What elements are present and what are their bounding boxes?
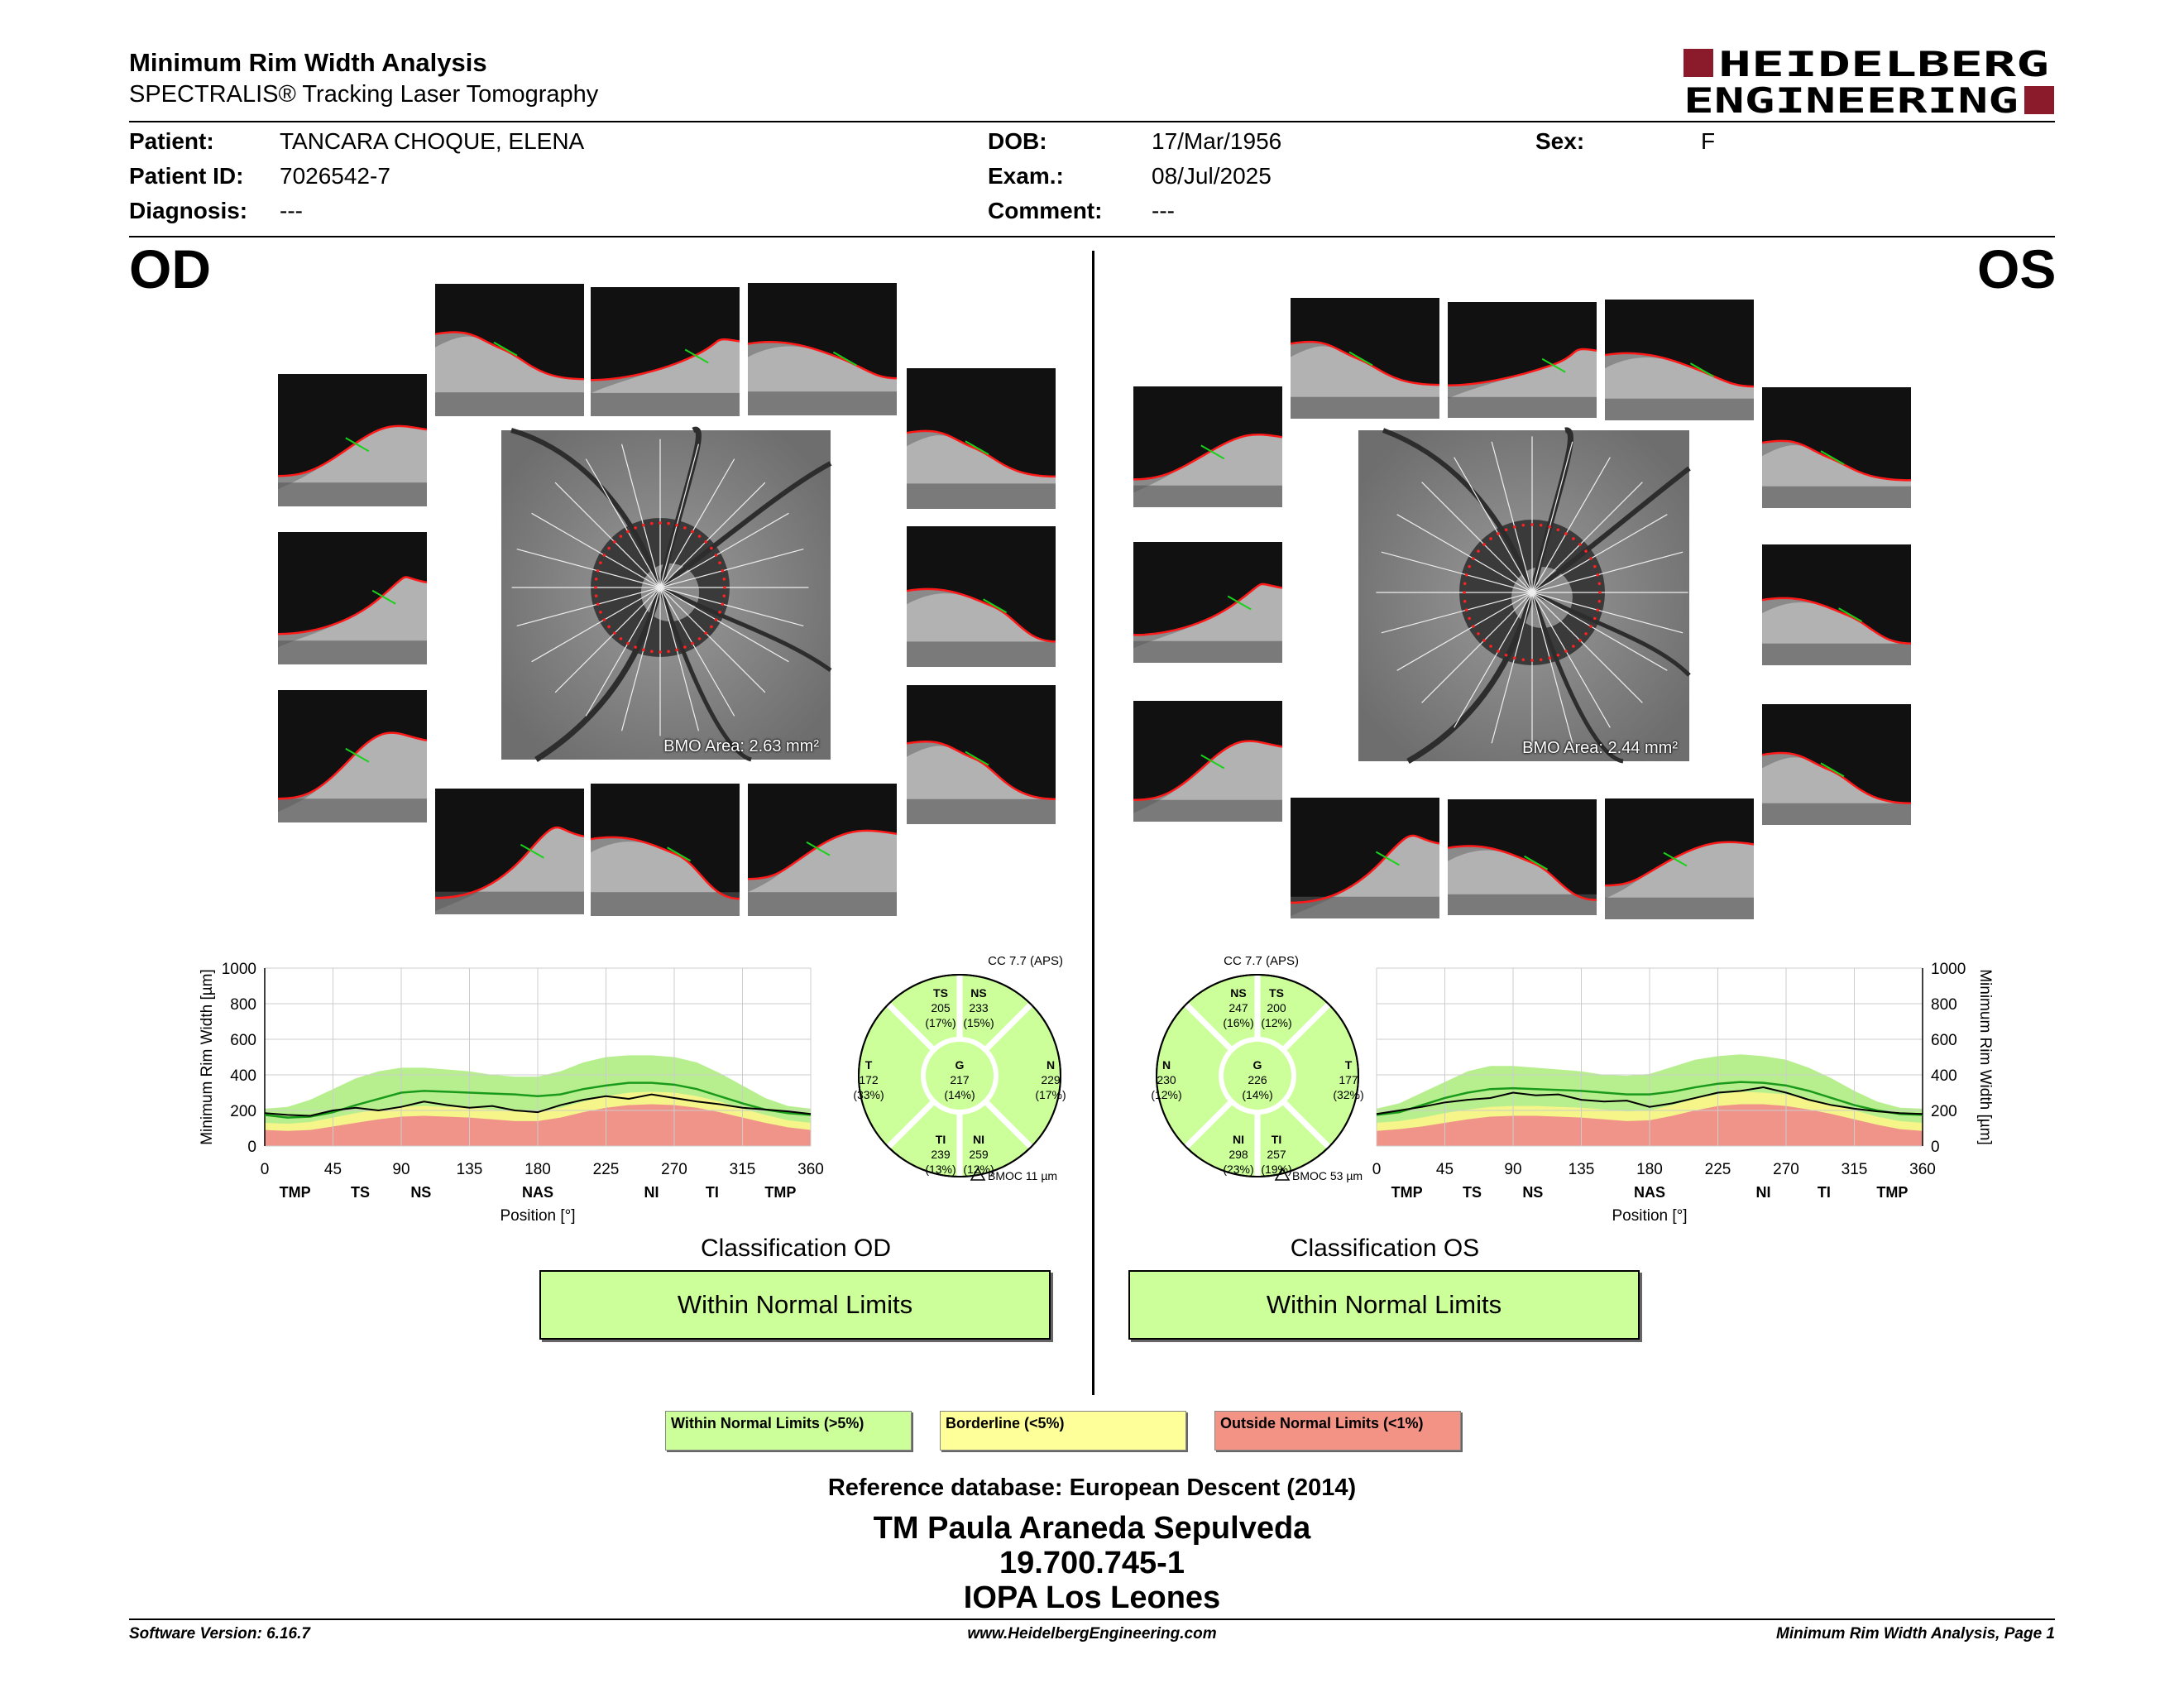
os-sector-n-pct: (12%)	[1151, 1088, 1182, 1101]
od-xtick-label: 315	[729, 1161, 756, 1178]
reference-database: Reference database: European Descent (2014)	[827, 1475, 1357, 1501]
os-sector-label: TI	[1817, 1184, 1831, 1201]
os-bmo-point	[1530, 659, 1534, 662]
os-bmo-point	[1572, 537, 1575, 540]
heidelberg-logo	[1684, 46, 2056, 122]
os-bmo-point	[1572, 645, 1575, 648]
od-sector-n-name: N	[1046, 1058, 1056, 1072]
os-sector-ni-pct: (23%)	[1223, 1163, 1254, 1176]
od-bscan-5	[278, 532, 427, 664]
od-bmo-point	[723, 586, 726, 589]
od-xtick-label: 0	[260, 1161, 270, 1178]
os-classification-label: Classification OS	[1290, 1235, 1480, 1262]
os-bmo-point	[1482, 639, 1486, 642]
os-bscan-8	[1762, 704, 1911, 825]
od-bmo-point	[642, 524, 645, 527]
diagnosis-value: ---	[280, 198, 303, 223]
od-bmo-point	[683, 526, 687, 530]
od-bmo-point	[723, 578, 726, 581]
patient-label: Patient:	[129, 128, 214, 154]
od-bmo-point	[721, 602, 725, 606]
os-bmo-point	[1578, 543, 1582, 546]
od-xtick-label: 45	[323, 1161, 342, 1178]
footer-rule	[129, 1618, 2055, 1620]
os-sector-ts-value: 200	[1267, 1001, 1286, 1014]
os-bscan-9	[1291, 798, 1439, 918]
os-bmo-point	[1477, 549, 1480, 553]
os-sector-ni-name: NI	[1233, 1133, 1244, 1146]
os-bmo-point	[1598, 591, 1602, 594]
os-sector-g-value: 226	[1248, 1073, 1267, 1086]
os-bmo-point	[1540, 658, 1543, 661]
od-bmo-point	[718, 561, 721, 564]
od-sector-label: NAS	[521, 1184, 554, 1201]
os-bmoc-label: BMOC 53 µm	[1292, 1169, 1363, 1182]
od-bmo-point	[659, 521, 662, 525]
patient-rule	[129, 236, 2055, 237]
od-sector-ns-pct: (15%)	[963, 1016, 994, 1029]
os-classification-result: Within Normal Limits	[1128, 1270, 1640, 1340]
od-bscan-4	[907, 368, 1056, 509]
od-ytick-label: 800	[230, 996, 256, 1014]
od-sector-g-name: G	[955, 1058, 965, 1072]
od-bscan-3	[278, 374, 427, 506]
os-xtick-label: 270	[1773, 1161, 1799, 1178]
od-bmo-point	[704, 631, 707, 635]
os-bmo-area: BMO Area: 2.44 mm²	[1522, 739, 1678, 757]
os-bmo-point	[1596, 573, 1599, 577]
os-bmo-point	[1505, 654, 1508, 657]
od-sector-ni-pct: (12%)	[963, 1163, 994, 1176]
od-sector-ts-value: 205	[931, 1001, 951, 1014]
od-bmo-point	[607, 547, 611, 550]
od-label: OD	[129, 238, 211, 300]
os-sector-ns-pct: (16%)	[1223, 1016, 1254, 1029]
os-bmo-point	[1513, 525, 1516, 529]
os-bmo-point	[1557, 654, 1560, 657]
od-bscan-9	[435, 789, 584, 914]
od-ylabel: Minimum Rim Width [µm]	[199, 969, 216, 1145]
os-bmo-point	[1564, 532, 1568, 535]
od-classification-result: Within Normal Limits	[539, 1270, 1051, 1340]
patient-id-label: Patient ID:	[129, 163, 244, 189]
os-sector-ti-name: TI	[1271, 1133, 1282, 1146]
od-sector-ti-pct: (13%)	[925, 1163, 956, 1176]
od-sector-t-pct: (33%)	[853, 1088, 884, 1101]
os-bmo-point	[1482, 543, 1486, 546]
od-sector-g-pct: (14%)	[944, 1088, 975, 1101]
od-bscan-0	[435, 284, 584, 416]
os-fundus-image	[1358, 430, 1689, 761]
os-bmo-point	[1465, 608, 1468, 611]
logo-line2: ENGINEERING	[1684, 80, 2019, 121]
os-ytick-label: 600	[1931, 1032, 1957, 1049]
os-bmo-point	[1596, 608, 1599, 611]
od-xtick-label: 90	[392, 1161, 410, 1178]
comment-value: ---	[1152, 198, 1175, 223]
os-bmo-point	[1597, 582, 1601, 585]
patient-id: 7026542-7	[280, 163, 390, 189]
os-sector-ts-pct: (12%)	[1261, 1016, 1292, 1029]
od-bmo-point	[718, 611, 721, 614]
os-sector-ti-pct: (19%)	[1261, 1163, 1292, 1176]
os-ytick-label: 400	[1931, 1067, 1957, 1085]
os-bscan-2	[1605, 300, 1754, 420]
os-sector-ns-name: NS	[1230, 986, 1247, 1000]
operator-id: 19.700.745-1	[999, 1546, 1185, 1580]
os-bscan-1	[1448, 302, 1597, 418]
os-sector-ti-value: 257	[1267, 1148, 1286, 1161]
od-bmo-point	[596, 602, 600, 606]
software-version: Software Version: 6.16.7	[129, 1625, 310, 1642]
os-sector-wheel	[1133, 952, 1382, 1183]
od-bmo-point	[603, 618, 606, 621]
od-xtick-label: 180	[524, 1161, 551, 1178]
os-bmo-point	[1530, 523, 1534, 526]
os-sector-t-pct: (32%)	[1333, 1088, 1364, 1101]
od-bmo-point	[691, 530, 694, 534]
od-cc-label: CC 7.7 (APS)	[988, 954, 1063, 968]
eye-divider	[1092, 251, 1094, 1395]
os-bscan-0	[1291, 298, 1439, 419]
od-bscan-8	[907, 685, 1056, 824]
os-cc-label: CC 7.7 (APS)	[1224, 954, 1299, 968]
os-ytick-label: 200	[1931, 1103, 1957, 1120]
od-fundus-image	[501, 430, 831, 760]
od-bmo-point	[603, 554, 606, 557]
od-bmo-point	[596, 569, 600, 573]
od-sector-ns-name: NS	[970, 986, 987, 1000]
od-bmo-point	[704, 540, 707, 544]
os-bmo-point	[1513, 656, 1516, 659]
os-xlabel: Position [°]	[1612, 1207, 1688, 1225]
os-ytick-label: 800	[1931, 996, 1957, 1014]
exam-date: 08/Jul/2025	[1152, 163, 1272, 189]
os-bscan-5	[1133, 542, 1282, 663]
os-bmo-point	[1463, 582, 1467, 585]
comment-label: Comment:	[988, 198, 1103, 223]
od-sector-ni-name: NI	[973, 1133, 984, 1146]
institution: IOPA Los Leones	[963, 1580, 1221, 1615]
od-bmo-point	[642, 649, 645, 652]
os-sector-label: NS	[1522, 1184, 1544, 1201]
os-bmo-point	[1584, 549, 1588, 553]
od-bscan-10	[591, 784, 740, 916]
os-sector-t-value: 177	[1339, 1073, 1358, 1086]
od-bmo-point	[613, 631, 616, 635]
od-sector-ts-pct: (17%)	[925, 1016, 956, 1029]
os-sector-g-name: G	[1252, 1058, 1262, 1072]
os-sector-label: TS	[1462, 1184, 1482, 1201]
od-bmo-point	[715, 554, 718, 557]
od-ytick-label: 200	[230, 1103, 256, 1120]
os-bmo-point	[1557, 528, 1560, 531]
od-bmo-point	[715, 618, 718, 621]
os-bscan-7	[1133, 701, 1282, 822]
od-bmo-point	[599, 561, 602, 564]
od-sector-ni-value: 259	[969, 1148, 989, 1161]
os-bscan-4	[1762, 387, 1911, 508]
od-classification-label: Classification OD	[700, 1235, 892, 1262]
od-bmo-point	[698, 637, 702, 640]
od-bmo-point	[710, 547, 713, 550]
diagnosis-label: Diagnosis:	[129, 198, 248, 223]
os-bmo-point	[1593, 565, 1597, 568]
od-xtick-label: 135	[456, 1161, 483, 1178]
os-sector-g-pct: (14%)	[1242, 1088, 1273, 1101]
os-sector-ts-name: TS	[1269, 986, 1284, 1000]
od-ytick-label: 0	[247, 1139, 256, 1156]
os-ytick-label: 1000	[1931, 961, 1966, 978]
od-bmo-point	[675, 649, 678, 652]
od-xtick-label: 225	[592, 1161, 620, 1178]
od-bmo-point	[626, 530, 630, 534]
os-xtick-label: 360	[1909, 1161, 1936, 1178]
od-bmo-point	[599, 611, 602, 614]
od-sector-g-value: 217	[950, 1073, 970, 1086]
od-bmo-point	[667, 522, 670, 525]
os-bmo-point	[1589, 625, 1592, 628]
os-sector-n-name: N	[1161, 1058, 1171, 1072]
os-sector-ns-value: 247	[1228, 1001, 1248, 1014]
os-bmo-point	[1489, 645, 1492, 648]
od-bmo-point	[620, 535, 623, 538]
od-sector-label: TMP	[279, 1184, 311, 1201]
os-xtick-label: 0	[1372, 1161, 1382, 1178]
os-mrw-chart	[1357, 960, 1994, 1233]
od-sector-label: NI	[644, 1184, 659, 1201]
od-bmo-area: BMO Area: 2.63 mm²	[663, 737, 819, 755]
os-bmo-point	[1548, 525, 1551, 529]
od-xtick-label: 360	[797, 1161, 824, 1178]
od-bmo-point	[683, 645, 687, 649]
os-bmo-point	[1489, 537, 1492, 540]
sex-label: Sex:	[1535, 128, 1585, 154]
os-xtick-label: 180	[1636, 1161, 1663, 1178]
od-bmo-point	[721, 569, 725, 573]
od-bmo-point	[710, 626, 713, 629]
exam-label: Exam.:	[988, 163, 1064, 189]
od-sector-label: TS	[350, 1184, 371, 1201]
os-bmo-point	[1584, 632, 1588, 635]
dob-label: DOB:	[988, 128, 1047, 154]
od-bmo-point	[691, 642, 694, 645]
os-bscan-10	[1448, 799, 1597, 915]
os-bscan-3	[1133, 386, 1282, 507]
report-title: Minimum Rim Width Analysis	[129, 48, 487, 77]
od-bmo-point	[594, 586, 597, 589]
od-sector-label: TI	[705, 1184, 719, 1201]
os-xtick-label: 225	[1704, 1161, 1731, 1178]
os-bscan-11	[1605, 798, 1754, 919]
legend-outside: Outside Normal Limits (<1%)	[1214, 1411, 1461, 1451]
od-ytick-label: 1000	[221, 961, 256, 978]
os-bmo-point	[1521, 658, 1525, 661]
od-bmo-point	[675, 524, 678, 527]
od-bmoc-label: BMOC 11 µm	[988, 1169, 1058, 1182]
od-bmo-point	[607, 626, 611, 629]
os-bmo-point	[1468, 617, 1471, 621]
logo-line1: HEIDELBERG	[1718, 44, 2049, 84]
od-bscan-6	[907, 526, 1056, 667]
os-bscan-6	[1762, 544, 1911, 665]
patient-name: TANCARA CHOQUE, ELENA	[280, 128, 585, 154]
os-xtick-label: 45	[1435, 1161, 1454, 1178]
od-xtick-label: 270	[661, 1161, 687, 1178]
od-bscan-2	[748, 283, 897, 415]
os-bmo-point	[1597, 600, 1601, 603]
sex-value: F	[1701, 128, 1716, 154]
os-bmo-point	[1540, 524, 1543, 527]
os-bmo-point	[1578, 639, 1582, 642]
os-bmo-point	[1548, 656, 1551, 659]
os-bmo-point	[1472, 625, 1475, 628]
os-sector-ni-value: 298	[1228, 1148, 1248, 1161]
od-bmo-point	[634, 645, 637, 649]
od-bmo-point	[723, 594, 726, 597]
od-sector-ns-value: 233	[969, 1001, 989, 1014]
legend-normal: Within Normal Limits (>5%)	[665, 1411, 912, 1451]
page-label: Minimum Rim Width Analysis, Page 1	[1776, 1625, 2055, 1642]
os-sector-label: NI	[1755, 1184, 1771, 1201]
os-ytick-label: 0	[1931, 1139, 1940, 1156]
dob-value: 17/Mar/1956	[1152, 128, 1282, 154]
od-sector-wheel	[836, 952, 1084, 1183]
od-xlabel: Position [°]	[500, 1207, 576, 1225]
od-bscan-1	[591, 287, 740, 416]
os-sector-label: TMP	[1876, 1184, 1909, 1201]
od-sector-label: TMP	[764, 1184, 797, 1201]
od-ytick-label: 600	[230, 1032, 256, 1049]
od-sector-ts-name: TS	[933, 986, 948, 1000]
os-sector-n-value: 230	[1157, 1073, 1176, 1086]
od-sector-n-value: 229	[1041, 1073, 1061, 1086]
os-sector-label: TMP	[1391, 1184, 1423, 1201]
os-sector-label: NAS	[1633, 1184, 1666, 1201]
os-bmo-point	[1477, 632, 1480, 635]
company-url: www.HeidelbergEngineering.com	[967, 1625, 1217, 1642]
od-sector-ti-value: 239	[931, 1148, 951, 1161]
os-bmo-point	[1465, 573, 1468, 577]
od-bmo-point	[667, 650, 670, 654]
header-rule	[129, 121, 2055, 122]
os-bmo-point	[1505, 528, 1508, 531]
od-bmo-point	[595, 594, 598, 597]
od-bmo-point	[650, 650, 654, 654]
od-bmo-point	[620, 637, 623, 640]
od-bmo-point	[698, 535, 702, 538]
legend-borderline: Borderline (<5%)	[940, 1411, 1186, 1451]
os-bmo-point	[1564, 650, 1568, 653]
os-bmo-point	[1521, 524, 1525, 527]
operator-name: TM Paula Araneda Sepulveda	[873, 1511, 1311, 1546]
os-bmo-point	[1589, 557, 1592, 560]
os-bmo-point	[1497, 532, 1500, 535]
os-bmo-point	[1463, 591, 1466, 594]
od-bmo-point	[595, 578, 598, 581]
os-label: OS	[1977, 238, 2057, 300]
os-sector-t-name: T	[1344, 1058, 1353, 1072]
od-sector-t-name: T	[864, 1058, 873, 1072]
od-bmo-point	[659, 650, 662, 654]
os-bmo-point	[1593, 617, 1597, 621]
report-subtitle: SPECTRALIS® Tracking Laser Tomography	[129, 81, 599, 108]
od-sector-ti-name: TI	[935, 1133, 946, 1146]
os-xtick-label: 315	[1841, 1161, 1868, 1178]
os-bmo-point	[1497, 650, 1500, 653]
od-mrw-chart	[190, 960, 827, 1233]
os-bmo-point	[1463, 600, 1467, 603]
os-bmo-point	[1468, 565, 1471, 568]
os-xtick-label: 135	[1568, 1161, 1595, 1178]
od-bmo-point	[634, 526, 637, 530]
od-ytick-label: 400	[230, 1067, 256, 1085]
od-bscan-7	[278, 690, 427, 822]
od-bmo-point	[613, 540, 616, 544]
od-bmo-point	[626, 642, 630, 645]
os-bmo-point	[1472, 557, 1475, 560]
os-ylabel: Minimum Rim Width [µm]	[1976, 969, 1994, 1145]
od-sector-n-pct: (17%)	[1035, 1088, 1066, 1101]
od-sector-t-value: 172	[859, 1073, 879, 1086]
os-xtick-label: 90	[1504, 1161, 1522, 1178]
od-sector-label: NS	[410, 1184, 432, 1201]
od-bscan-11	[748, 784, 897, 916]
od-bmo-point	[650, 522, 654, 525]
